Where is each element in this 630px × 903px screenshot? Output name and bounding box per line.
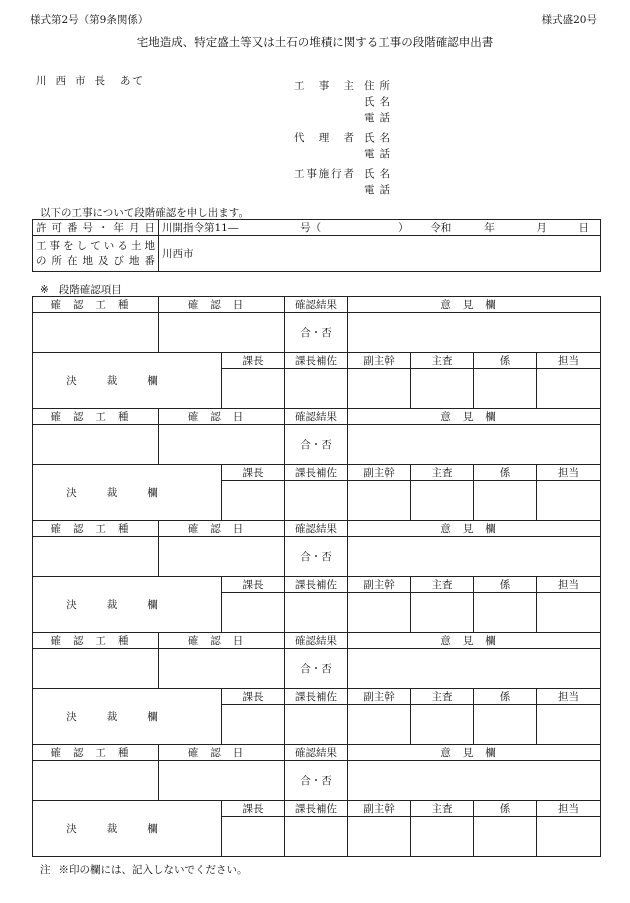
result-cell[interactable]: 合・否 xyxy=(285,313,348,353)
header-work-type: 確認工種 xyxy=(33,633,159,649)
role-assistant-manager: 副主幹 xyxy=(348,801,411,817)
date-cell[interactable] xyxy=(159,537,285,577)
footnote xyxy=(40,862,248,877)
document-title: 宅地造成、特定盛土等又は土石の堆積に関する工事の段階確認申出書 xyxy=(136,35,494,49)
date-cell[interactable] xyxy=(159,761,285,801)
header-date: 確認日 xyxy=(159,521,285,537)
party-role-agent: 代理者 xyxy=(294,132,354,144)
stamp-cell[interactable] xyxy=(537,705,601,745)
header-result: 確認結果 xyxy=(285,745,348,761)
opinion-cell[interactable] xyxy=(348,761,601,801)
role-chief-examiner: 主査 xyxy=(411,689,474,705)
stamp-cell[interactable] xyxy=(474,817,537,857)
stamp-cell[interactable] xyxy=(285,369,348,409)
note-label: 注 xyxy=(40,864,51,876)
agent-name-label: 氏名 xyxy=(364,132,390,144)
role-assistant-manager: 副主幹 xyxy=(348,689,411,705)
stamp-cell[interactable] xyxy=(411,593,474,633)
stamp-cell[interactable] xyxy=(537,481,601,521)
role-deputy-chief: 課長補佐 xyxy=(285,465,348,481)
header-result: 確認結果 xyxy=(285,409,348,425)
work-type-cell[interactable] xyxy=(33,761,159,801)
header-date: 確認日 xyxy=(159,745,285,761)
header-date: 確認日 xyxy=(159,633,285,649)
role-in-charge: 担当 xyxy=(537,465,601,481)
role-chief-examiner: 主査 xyxy=(411,801,474,817)
party-role-contractor: 工事施行者 xyxy=(294,168,354,180)
form-code: 様式盛20号 xyxy=(541,14,597,26)
work-type-cell[interactable] xyxy=(33,425,159,465)
header-result: 確認結果 xyxy=(285,297,348,313)
role-in-charge: 担当 xyxy=(537,689,601,705)
header-work-type: 確認工種 xyxy=(33,745,159,761)
header-opinion: 意見欄 xyxy=(348,409,601,425)
header-date: 確認日 xyxy=(159,297,285,313)
result-cell[interactable]: 合・否 xyxy=(285,649,348,689)
permit-label: 許可番号・年月日 xyxy=(33,220,159,236)
role-staff: 係 xyxy=(474,801,537,817)
stamp-cell[interactable] xyxy=(474,369,537,409)
header-work-type: 確認工種 xyxy=(33,409,159,425)
note-text: ※印の欄には、記入しないでください。 xyxy=(58,864,248,876)
role-deputy-chief: 課長補佐 xyxy=(285,577,348,593)
permit-close: ） xyxy=(398,222,409,234)
stamp-cell[interactable] xyxy=(474,481,537,521)
section-title: ※ 段階確認項目 xyxy=(40,284,122,296)
role-section-chief: 課長 xyxy=(222,801,285,817)
role-in-charge: 担当 xyxy=(537,801,601,817)
addressee-name: 川西市長 xyxy=(36,75,114,87)
date-cell[interactable] xyxy=(159,313,285,353)
contractor-phone-label: 電話 xyxy=(364,184,390,196)
confirmation-block-2 xyxy=(32,408,601,521)
section-mark: ※ xyxy=(40,284,49,296)
header-work-type: 確認工種 xyxy=(33,521,159,537)
permit-month: 月 xyxy=(536,222,547,234)
stamp-cell[interactable] xyxy=(285,705,348,745)
stamp-cell[interactable] xyxy=(222,369,285,409)
owner-name-label: 氏名 xyxy=(364,96,390,108)
role-deputy-chief: 課長補佐 xyxy=(285,353,348,369)
work-type-cell[interactable] xyxy=(33,313,159,353)
work-type-cell[interactable] xyxy=(33,537,159,577)
date-cell[interactable] xyxy=(159,425,285,465)
role-section-chief: 課長 xyxy=(222,465,285,481)
stamp-cell[interactable] xyxy=(348,481,411,521)
contractor-name-label: 氏名 xyxy=(364,168,390,180)
role-staff: 係 xyxy=(474,353,537,369)
header-work-type: 確認工種 xyxy=(33,297,159,313)
role-chief-examiner: 主査 xyxy=(411,465,474,481)
owner-phone-label: 電話 xyxy=(364,112,390,124)
role-chief-examiner: 主査 xyxy=(411,353,474,369)
role-staff: 係 xyxy=(474,465,537,481)
stamp-cell[interactable] xyxy=(411,705,474,745)
permit-go: 号（ xyxy=(300,222,322,234)
opinion-cell[interactable] xyxy=(348,425,601,465)
stamp-cell[interactable] xyxy=(222,593,285,633)
stamp-cell[interactable] xyxy=(285,817,348,857)
stamp-cell[interactable] xyxy=(348,369,411,409)
stamp-cell[interactable] xyxy=(222,705,285,745)
stamp-cell[interactable] xyxy=(537,817,601,857)
role-in-charge: 担当 xyxy=(537,353,601,369)
confirmation-block-5 xyxy=(32,744,601,857)
header-result: 確認結果 xyxy=(285,521,348,537)
role-deputy-chief: 課長補佐 xyxy=(285,801,348,817)
approval-label: 決裁欄 xyxy=(33,577,222,633)
role-assistant-manager: 副主幹 xyxy=(348,353,411,369)
confirmation-block-1 xyxy=(32,296,601,409)
confirmation-block-3 xyxy=(32,520,601,633)
header-opinion: 意見欄 xyxy=(348,297,601,313)
stamp-cell[interactable] xyxy=(474,593,537,633)
stamp-cell[interactable] xyxy=(474,705,537,745)
role-staff: 係 xyxy=(474,577,537,593)
stamp-cell[interactable] xyxy=(348,705,411,745)
approval-label: 決裁欄 xyxy=(33,353,222,409)
date-cell[interactable] xyxy=(159,649,285,689)
stamp-cell[interactable] xyxy=(411,481,474,521)
approval-label: 決裁欄 xyxy=(33,465,222,521)
confirmation-block-4 xyxy=(32,632,601,745)
opinion-cell[interactable] xyxy=(348,649,601,689)
role-section-chief: 課長 xyxy=(222,689,285,705)
permit-value[interactable] xyxy=(159,220,601,236)
result-cell[interactable]: 合・否 xyxy=(285,425,348,465)
role-staff: 係 xyxy=(474,689,537,705)
header-date: 確認日 xyxy=(159,409,285,425)
result-cell[interactable]: 合・否 xyxy=(285,537,348,577)
header-opinion: 意見欄 xyxy=(348,521,601,537)
permit-day: 日 xyxy=(578,222,589,234)
header-opinion: 意見欄 xyxy=(348,633,601,649)
role-deputy-chief: 課長補佐 xyxy=(285,689,348,705)
role-section-chief: 課長 xyxy=(222,577,285,593)
stamp-cell[interactable] xyxy=(411,817,474,857)
stamp-cell[interactable] xyxy=(411,369,474,409)
approval-label: 決裁欄 xyxy=(33,689,222,745)
location-label: 工事をしている土地 の所在地及び地番 xyxy=(33,236,159,272)
location-value[interactable]: 川西市 xyxy=(159,236,601,272)
owner-address-label: 住所 xyxy=(364,80,390,92)
permit-table xyxy=(32,219,601,272)
result-cell[interactable]: 合・否 xyxy=(285,761,348,801)
stamp-cell[interactable] xyxy=(348,817,411,857)
addressee-suffix: あて xyxy=(120,75,145,87)
opinion-cell[interactable] xyxy=(348,313,601,353)
stamp-cell[interactable] xyxy=(222,481,285,521)
approval-label: 決裁欄 xyxy=(33,801,222,857)
agent-phone-label: 電話 xyxy=(364,148,390,160)
header-opinion: 意見欄 xyxy=(348,745,601,761)
permit-year: 年 xyxy=(484,222,495,234)
role-section-chief: 課長 xyxy=(222,353,285,369)
form-number: 様式第2号（第9条関係） xyxy=(30,14,149,26)
role-chief-examiner: 主査 xyxy=(411,577,474,593)
stamp-cell[interactable] xyxy=(348,593,411,633)
permit-prefix: 川開指令第11― xyxy=(162,222,239,234)
intro-text: 以下の工事について段階確認を申し出ます。 xyxy=(40,207,249,219)
stamp-cell[interactable] xyxy=(222,817,285,857)
header-result: 確認結果 xyxy=(285,633,348,649)
role-assistant-manager: 副主幹 xyxy=(348,577,411,593)
role-in-charge: 担当 xyxy=(537,577,601,593)
addressee xyxy=(36,73,145,88)
stamp-cell[interactable] xyxy=(537,369,601,409)
stamp-cell[interactable] xyxy=(537,593,601,633)
role-assistant-manager: 副主幹 xyxy=(348,465,411,481)
work-type-cell[interactable] xyxy=(33,649,159,689)
stamp-cell[interactable] xyxy=(285,481,348,521)
opinion-cell[interactable] xyxy=(348,537,601,577)
permit-era: 令和 xyxy=(430,222,452,234)
party-role-owner: 工事主 xyxy=(294,80,354,92)
stamp-cell[interactable] xyxy=(285,593,348,633)
